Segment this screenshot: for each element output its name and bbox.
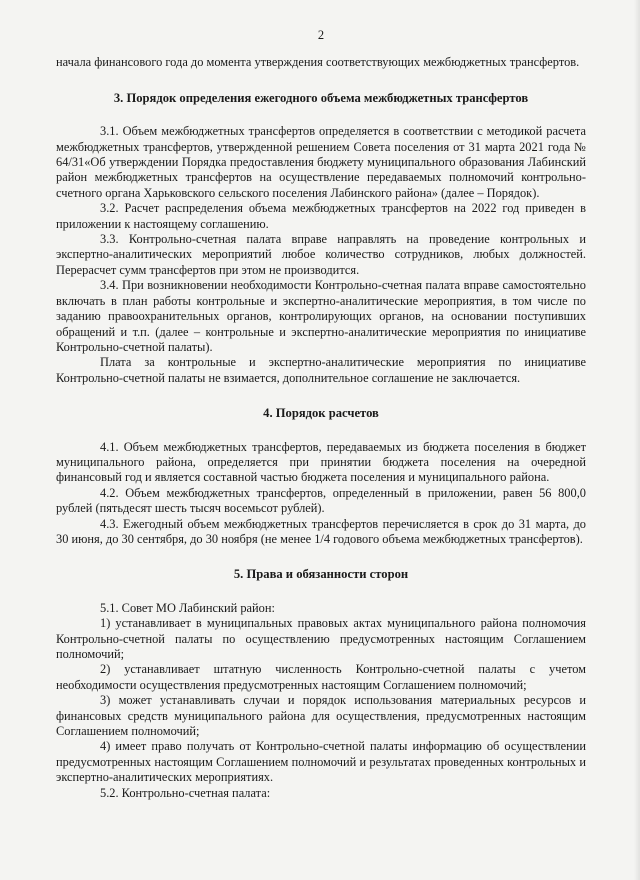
paragraph-5-1-item-1: 1) устанавливает в муниципальных правовых актах муниципального района полномочия Контрольно-счетной палаты по осуществлению предусмотренных настоящим Соглашением полномочий;	[56, 616, 586, 661]
paragraph-3-1: 3.1. Объем межбюджетных трансфертов определяется в соответствии с методикой расчета межбюджетных трансфертов, утвержденной решением Совета поселения от 31 марта 2021 года № 64/31«Об утверждении Порядка предоставления бюджету муниципального образования Лабинский район межбюджетных трансфертов на осуществление передаваемых полномочий контрольно-счетного органа Харьковского сельского поселения Лабинского района» (далее – Порядок).	[56, 124, 586, 200]
paragraph-5-1: 5.1. Совет МО Лабинский район:	[100, 600, 275, 615]
section-5-heading: 5. Права и обязанности сторон	[233, 567, 409, 582]
section-4-heading: 4. Порядок расчетов	[263, 406, 379, 421]
paragraph-4-1: 4.1. Объем межбюджетных трансфертов, передаваемых из бюджета поселения в бюджет муниципального района, определяется при принятии бюджета поселения на очередной финансовый год и является составной частью бюджета поселения и муниципального района.	[56, 439, 586, 485]
paragraph-3-4: 3.4. При возникновении необходимости Контрольно-счетная палата вправе самостоятельно включать в план работы контрольные и экспертно-аналитические мероприятия, в том числе по заданию правоохранительных органов, контролирующих органов, на основании поступивших обращений и т.п. (далее – контрольные и экспертно-аналитические мероприятия по инициативе Контрольно-счетной палаты).	[56, 278, 586, 354]
section-3-heading: 3. Порядок определения ежегодного объема межбюджетных трансфертов	[113, 90, 529, 105]
intro-paragraph: начала финансового года до момента утверждения соответствующих межбюджетных трансфертов.	[56, 55, 580, 70]
scan-edge-shadow	[634, 0, 640, 880]
paragraph-3-fee: Плата за контрольные и экспертно-аналитические мероприятия по инициативе Контрольно-счетной палаты не взимается, дополнительное соглашение не заключается.	[56, 355, 586, 385]
paragraph-5-2: 5.2. Контрольно-счетная палата:	[100, 785, 271, 800]
paragraph-3-3: 3.3. Контрольно-счетная палата вправе направлять на проведение контрольных и экспертно-аналитических мероприятий любое количество сотрудников, любых должностей. Перерасчет сумм трансфертов при этом не производится.	[56, 232, 586, 277]
paragraph-4-2: 4.2. Объем межбюджетных трансфертов, определенный в приложении, равен 56 800,0 рублей (пятьдесят шесть тысяч восемьсот рублей).	[56, 485, 586, 516]
paragraph-4-3: 4.3. Ежегодный объем межбюджетных трансфертов перечисляется в срок до 31 марта, до 30 июня, до 30 сентября, до 30 ноября (не менее 1/4 годового объема межбюджетных трансфертов).	[56, 516, 586, 546]
paragraph-5-1-item-4: 4) имеет право получать от Контрольно-счетной палаты информацию об осуществлении предусмотренных настоящим Соглашением полномочий и результатах проведенных контрольных и экспертно-аналитических мероприятиях.	[56, 739, 586, 785]
paragraph-5-1-item-2: 2) устанавливает штатную численность Контрольно-счетной палаты с учетом необходимости осуществления предусмотренных настоящим Соглашением полномочий;	[56, 662, 586, 692]
page-number: 2	[317, 28, 325, 42]
paragraph-5-1-item-3: 3) может устанавливать случаи и порядок использования материальных ресурсов и финансовых средств муниципального района для осуществления, предусмотренных настоящим Соглашением полномочий;	[56, 693, 586, 739]
paragraph-3-2: 3.2. Расчет распределения объема межбюджетных трансфертов на 2022 год приведен в приложении к настоящему соглашению.	[56, 201, 586, 231]
